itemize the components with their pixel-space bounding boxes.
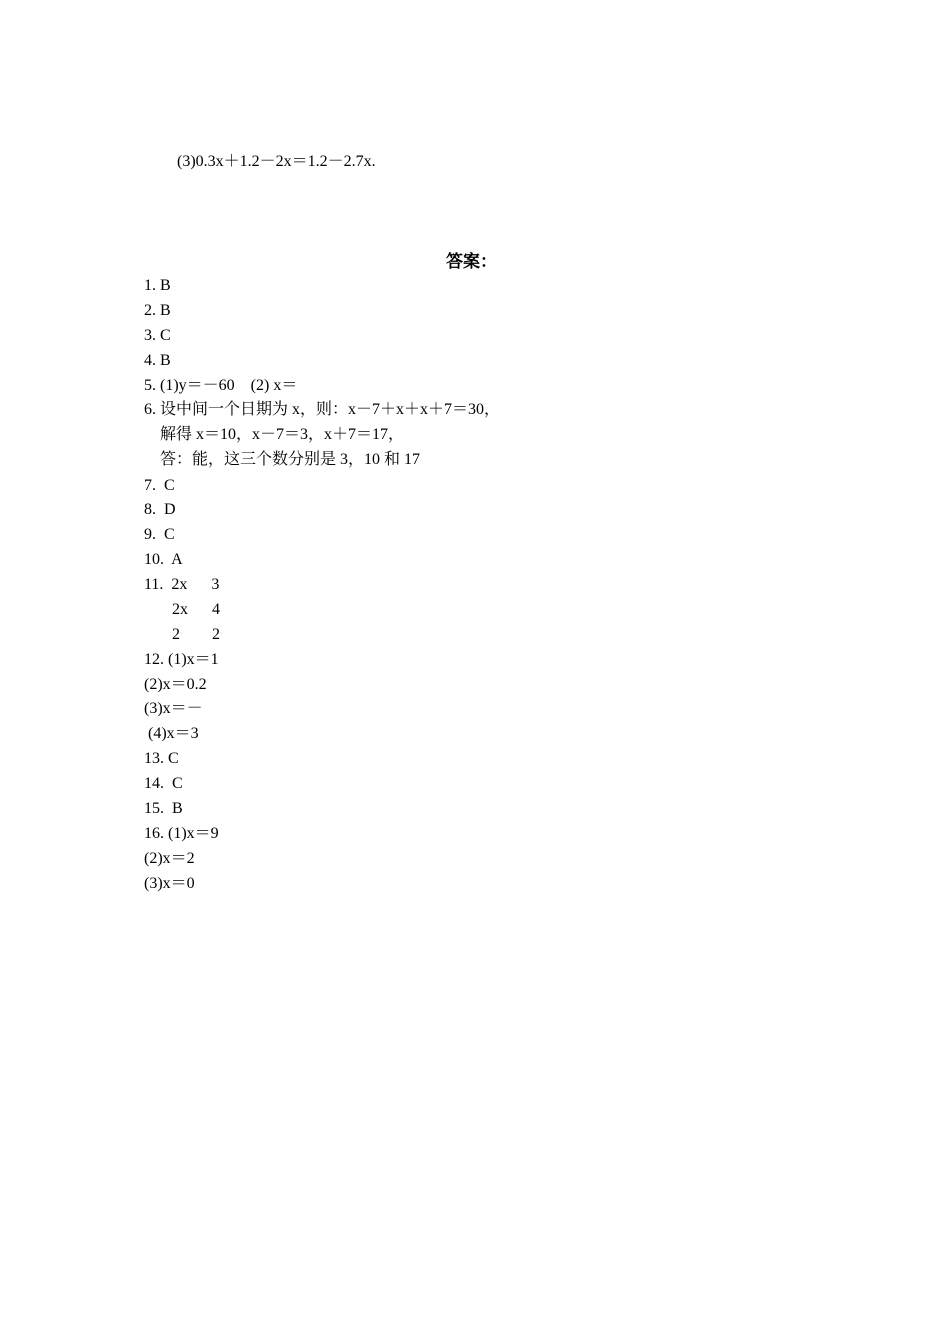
answer-5: 5. (1)y＝－60 (2) x＝ xyxy=(144,377,298,394)
answer-16-part-2: (2)x＝2 xyxy=(144,850,195,867)
answer-2: 2. B xyxy=(144,302,171,319)
answer-1: 1. B xyxy=(144,277,171,294)
answer-16-part-3: (3)x＝0 xyxy=(144,875,195,892)
answer-11-line-1: 11. 2x 3 xyxy=(144,576,220,593)
answer-14: 14. C xyxy=(144,775,183,792)
answer-7: 7. C xyxy=(144,477,175,494)
answer-13: 13. C xyxy=(144,750,179,767)
answer-10: 10. A xyxy=(144,551,183,568)
answer-12-part-4: (4)x＝3 xyxy=(144,725,199,742)
answers-heading: 答案： xyxy=(446,252,497,272)
question-3-equation: (3)0.3x＋1.2－2x＝1.2－2.7x. xyxy=(177,153,376,170)
answer-11-line-2: 2x 4 xyxy=(144,601,220,618)
answer-6-line-3: 答：能，这三个数分别是 3，10 和 17 xyxy=(144,451,421,468)
answer-12-part-3: (3)x＝－ xyxy=(144,700,203,717)
answer-12-part-1: 12. (1)x＝1 xyxy=(144,651,219,668)
answer-6-line-2: 解得 x＝10，x－7＝3，x＋7＝17， xyxy=(144,426,405,443)
answer-9: 9. C xyxy=(144,526,175,543)
answer-12-part-2: (2)x＝0.2 xyxy=(144,676,207,693)
answer-16-part-1: 16. (1)x＝9 xyxy=(144,825,219,842)
answer-6-line-1: 6. 设中间一个日期为 x，则：x－7＋x＋x＋7＝30， xyxy=(144,401,501,418)
answer-4: 4. B xyxy=(144,352,171,369)
answer-15: 15. B xyxy=(144,800,183,817)
answer-3: 3. C xyxy=(144,327,171,344)
answer-11-line-3: 2 2 xyxy=(144,626,220,643)
answer-8: 8. D xyxy=(144,501,176,518)
